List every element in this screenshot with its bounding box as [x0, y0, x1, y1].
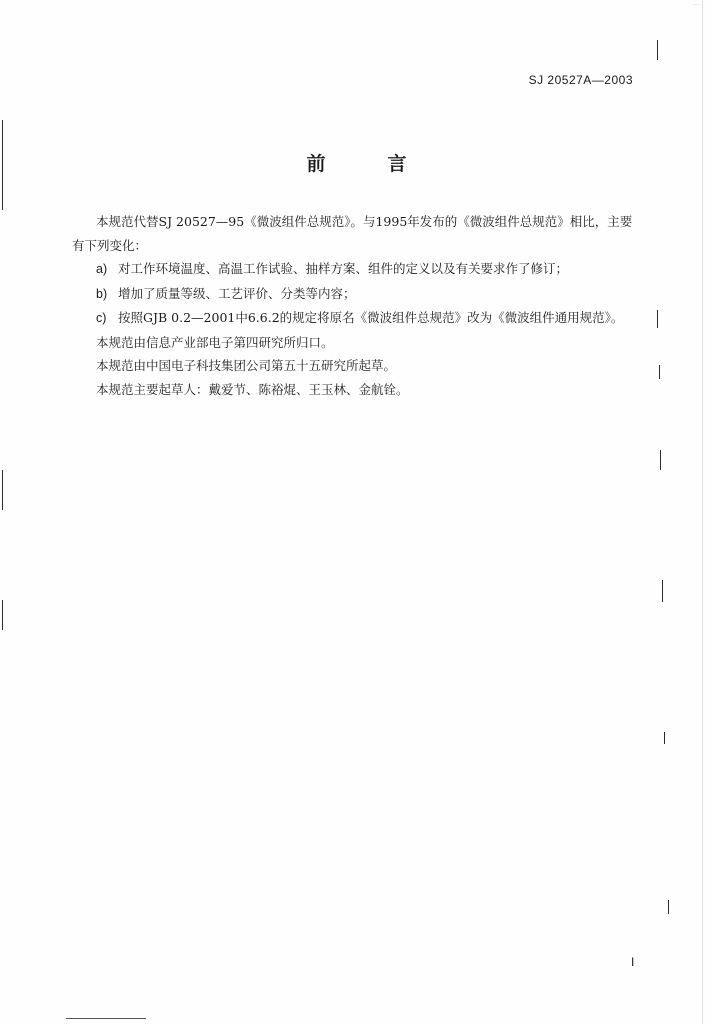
- drafting-org-paragraph: 本规范由中国电子科技集团公司第五十五研究所起草。: [96, 358, 397, 373]
- list-item-text: 按照GJB 0.2—2001中6.6.2的规定将原名《微波组件总规范》改为《微波组件通用规范》。: [118, 310, 624, 325]
- responsible-org-paragraph: 本规范由信息产业部电子第四研究所归口。: [96, 334, 334, 350]
- list-marker: c): [96, 311, 107, 325]
- title-char-2: 言: [387, 153, 407, 175]
- document-code: SJ 20527A—2003: [528, 73, 633, 87]
- scan-edge-mark: [657, 40, 658, 60]
- scan-edge-mark: [660, 450, 661, 470]
- title-char-1: 前: [306, 153, 326, 175]
- scan-edge-mark: [2, 470, 3, 510]
- list-item: [72, 306, 638, 331]
- scan-edge-mark: [668, 900, 669, 914]
- list-item: [72, 282, 638, 307]
- list-item-text: 增加了质量等级、工艺评价、分类等内容；: [118, 285, 356, 301]
- drafters-paragraph: 本规范主要起草人：戴爱节、陈裕焜、王玉林、金航铨。: [96, 381, 409, 397]
- scan-edge-mark: [657, 310, 658, 328]
- scan-stamp: ·····: [692, 2, 701, 8]
- list-item: [72, 257, 638, 282]
- page-title: [0, 149, 713, 176]
- bottom-rule: [66, 1018, 146, 1019]
- intro-paragraph: 本规范代替SJ 20527—95《微波组件总规范》。与1995年发布的《微波组件总规范》相比，主要有下列变化：: [72, 214, 633, 253]
- list-item-text: 对工作环境温度、高温工作试验、抽样方案、组件的定义以及有关要求作了修订；: [118, 261, 569, 276]
- scan-edge-mark: [659, 365, 660, 379]
- list-marker: b): [96, 286, 108, 301]
- page-number: I: [631, 955, 635, 969]
- list-marker: a): [96, 262, 108, 276]
- scan-edge-mark: [664, 732, 665, 744]
- scan-edge-mark: [662, 580, 663, 602]
- scan-edge-mark: [2, 600, 3, 630]
- foreword-body: [72, 210, 638, 401]
